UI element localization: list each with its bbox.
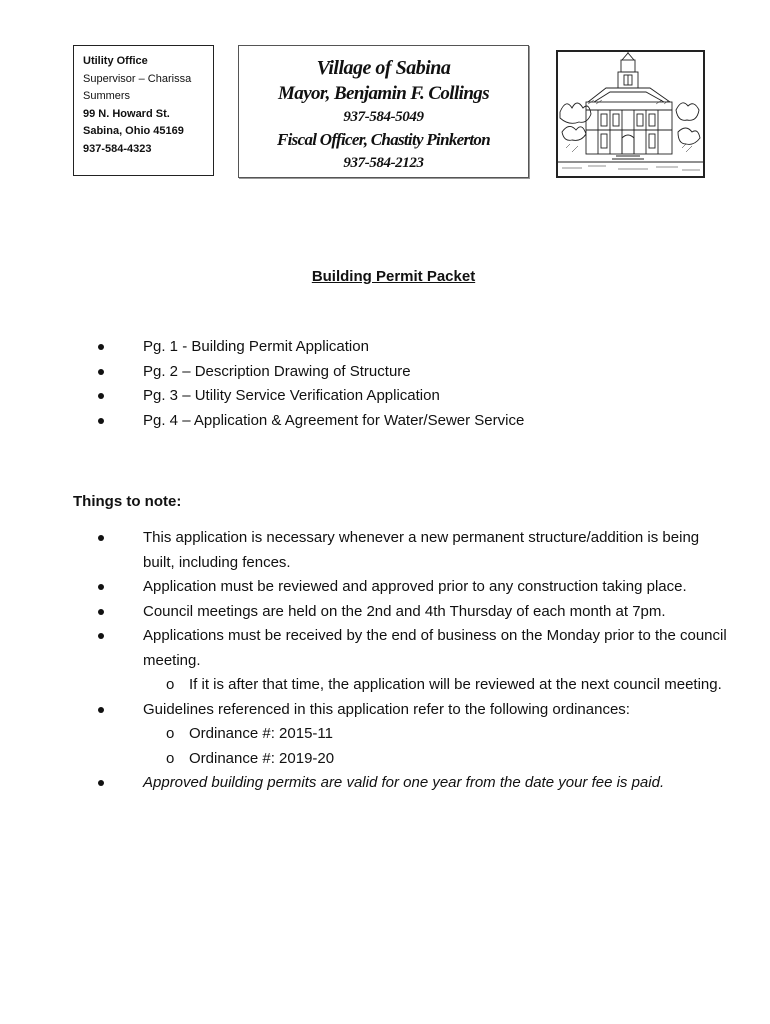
mayor-phone: 937-584-5049 bbox=[343, 109, 424, 125]
list-item: Pg. 1 - Building Permit Application bbox=[98, 335, 738, 360]
list-item: Applications must be received by the end of business on the Monday prior to the council meeting. bbox=[98, 624, 733, 673]
utility-phone: 937-584-4323 bbox=[83, 142, 152, 155]
list-item: Council meetings are held on the 2nd and 4th Thursday of each month at 7pm. bbox=[98, 600, 733, 625]
fiscal-officer-name: Fiscal Officer, Chastity Pinkerton bbox=[277, 130, 490, 149]
utility-office-box bbox=[73, 45, 214, 176]
validity-note: Approved building permits are valid for one year from the date your fee is paid. bbox=[98, 771, 733, 796]
page-title: Building Permit Packet bbox=[311, 268, 476, 285]
utility-address-line2: Sabina, Ohio 45169 bbox=[83, 125, 184, 137]
list-item: This application is necessary whenever a new permanent structure/addition is being built, including fences. bbox=[98, 526, 733, 575]
village-name: Village of Sabina bbox=[316, 57, 451, 79]
page-contents-list bbox=[98, 335, 738, 433]
list-item: Pg. 2 – Description Drawing of Structure bbox=[98, 360, 738, 385]
list-item: Pg. 4 – Application & Agreement for Water/Sewer Service bbox=[98, 409, 738, 434]
utility-office-title: Utility Office bbox=[83, 55, 148, 67]
village-header-box bbox=[238, 45, 529, 178]
list-item: Application must be reviewed and approved prior to any construction taking place. bbox=[98, 575, 733, 600]
utility-supervisor: Supervisor – Charissa Summers bbox=[83, 72, 192, 102]
ordinance-item: o Ordinance #: 2019-20 bbox=[98, 747, 733, 772]
mayor-name: Mayor, Benjamin F. Collings bbox=[278, 83, 489, 104]
sub-list-item: o If it is after that time, the application will be reviewed at the next council meeting. bbox=[98, 673, 733, 698]
building-sketch-icon bbox=[556, 50, 705, 178]
ordinance-item: o Ordinance #: 2015-11 bbox=[98, 722, 733, 747]
notes-heading: Things to note: bbox=[73, 493, 182, 510]
list-item: Guidelines referenced in this application refer to the following ordinances: bbox=[98, 698, 733, 723]
fiscal-officer-phone: 937-584-2123 bbox=[343, 155, 424, 171]
utility-address-line1: 99 N. Howard St. bbox=[83, 107, 170, 120]
list-item: Pg. 3 – Utility Service Verification Application bbox=[98, 384, 738, 409]
notes-list bbox=[98, 526, 733, 796]
